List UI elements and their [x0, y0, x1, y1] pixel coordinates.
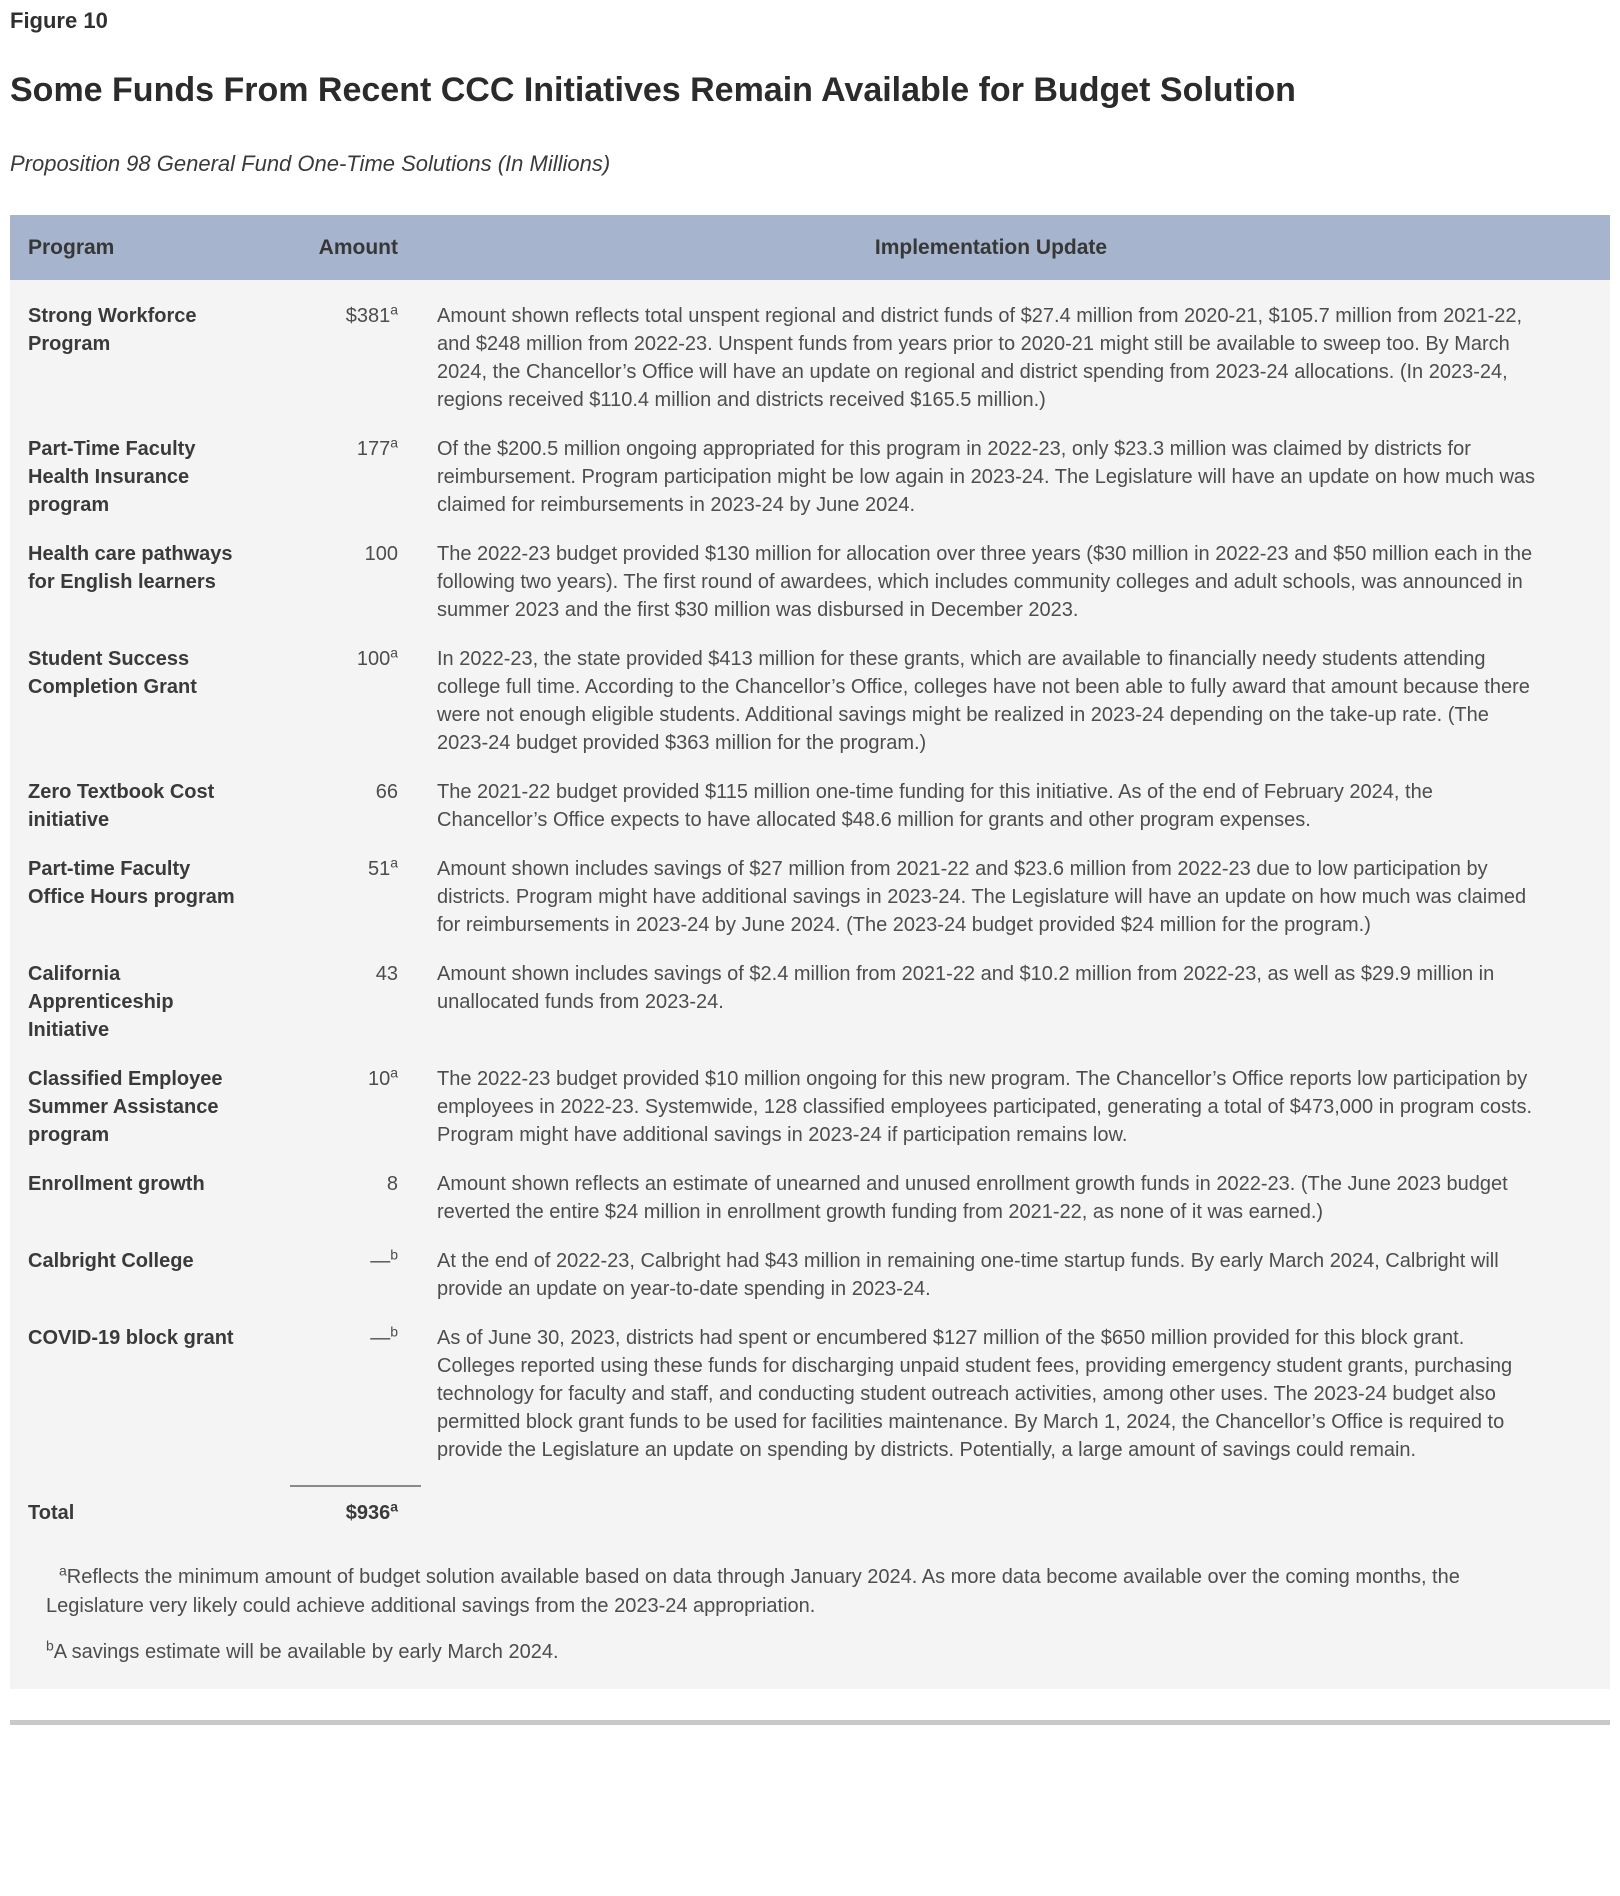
amount-cell: 100 [364, 543, 398, 565]
amount-cell: $381$^a$ [345, 301, 398, 327]
amount-cell: 66 [375, 781, 398, 803]
program-cell: Enrollment growth [28, 1173, 205, 1195]
update-cell: Amount shown includes savings of $27 million from 2021-22 and $23.6 million from 2022-23 due to low participation by districts. Program might have additional savings in 2023-24. The Legislature will have an update on how much was claimed for reimbursements in 2023-24 by June 2024. (The 2023-24 budget provided $24 million for the program.) [437, 858, 1527, 936]
figure-title: Some Funds From Recent CCC Initiatives Remain Available for Budget Solution [10, 71, 1296, 109]
program-cell: Zero Textbook Cost initiative [28, 781, 215, 831]
footnote: $^a$Reflects the minimum amount of budget solution available based on data through January 2024. As more data become available over the coming months, the Legislature very likely could achieve additional savings from the 2023-24 appropriation. [46, 1562, 1460, 1617]
update-cell: As of June 30, 2023, districts had spent or encumbered $127 million of the $650 million provided for this block grant. Colleges reported using these funds for discharging unpaid student fees, providing emergency student grants, purchasing technology for faculty and staff, and conducting student outreach activities, among other uses. The 2023-24 budget also permitted block grant funds to be used for facilities maintenance. By March 1, 2024, the Chancellor’s Office is required to provide the Legislature an update on spending by districts. Potentially, a large amount of savings could remain. [437, 1327, 1513, 1461]
amount-cell: —$^b$ [370, 1246, 398, 1272]
column-header-amount: Amount [318, 235, 398, 259]
total-amount-value: $936 [345, 1502, 391, 1524]
table-total-row [10, 1487, 1610, 1527]
amount-cell: 8 [386, 1173, 398, 1195]
update-cell: At the end of 2022-23, Calbright had $43 million in remaining one-time startup funds. By early March 2024, Calbright will provide an update on year-to-date spending in 2023-24. [437, 1250, 1499, 1300]
update-cell: The 2022-23 budget provided $130 million for allocation over three years ($30 million in 2022-23 and $50 million each in the following two years). The first round of awardees, which includes community colleges and adult schools, was announced in summer 2023 and the first $30 million was disbursed in December 2023. [437, 543, 1533, 621]
table-header-row [10, 215, 1610, 280]
update-cell: Amount shown reflects total unspent regional and district funds of $27.4 million from 2020-21, $105.7 million from 2021-22, and $248 million from 2022-23. Unspent funds from years prior to 2020-21 might still be available to sweep too. By March 2024, the Chancellor’s Office will have an update on regional and district spending from 2023-24 allocations. (In 2023-24, regions received $110.4 million and districts received $165.5 million.) [437, 305, 1523, 411]
figure-label: Figure 10 [10, 8, 108, 33]
amount-cell: 51$^a$ [367, 854, 398, 880]
footnote-marker: a [390, 301, 398, 318]
column-header-program: Program [28, 235, 115, 259]
figure-table-panel [10, 215, 1610, 1689]
footnote-marker: a [390, 644, 398, 661]
update-cell: Of the $200.5 million ongoing appropriated for this program in 2022-23, only $23.3 million was claimed by districts for reimbursement. Program participation might be low again in 2023-24. The Legislature will have an update on how much was claimed for reimbursements in 2023-24 by June 2024. [437, 438, 1536, 516]
footnote-marker: a [390, 434, 398, 451]
program-cell: Part-Time Faculty Health Insurance program [28, 438, 196, 516]
footnote-marker: a [59, 1562, 67, 1579]
figure-subtitle: Proposition 98 General Fund One-Time Solutions (In Millions) [10, 151, 611, 176]
total-amount [289, 1499, 398, 1527]
program-cell: Student Success Completion Grant [28, 648, 197, 698]
footnote-marker: b [46, 1637, 54, 1654]
footnote-marker: a [390, 854, 398, 871]
update-cell: Amount shown reflects an estimate of unearned and unused enrollment growth funds in 2022-23. (The June 2023 budget reverted the entire $24 million in enrollment growth funding from 2021-22, as none of it was earned.) [437, 1173, 1508, 1223]
total-rule [290, 1485, 421, 1487]
column-header-update: Implementation Update [874, 235, 1108, 259]
table-body [10, 280, 1610, 1464]
amount-cell: —$^b$ [370, 1323, 398, 1349]
program-cell: Health care pathways for English learners [28, 543, 233, 593]
program-cell: California Apprenticeship Initiative [28, 963, 174, 1041]
total-footnote-marker: a [390, 1498, 398, 1515]
footnote-marker: b [390, 1323, 398, 1340]
footnote-marker: a [390, 1064, 398, 1081]
amount-cell: 10$^a$ [367, 1064, 398, 1090]
program-cell: Calbright College [28, 1250, 194, 1272]
footnote: $^b$A savings estimate will be available by early March 2024. [46, 1637, 559, 1663]
program-cell: COVID-19 block grant [28, 1327, 234, 1349]
program-cell: Classified Employee Summer Assistance program [28, 1068, 223, 1146]
program-cell: Part-time Faculty Office Hours program [28, 858, 235, 908]
bottom-divider [10, 1720, 1610, 1725]
update-cell: The 2021-22 budget provided $115 million one-time funding for this initiative. As of the end of February 2024, the Chancellor’s Office expects to have allocated $48.6 million for grants and other program expenses. [437, 781, 1433, 831]
update-cell: In 2022-23, the state provided $413 million for these grants, which are available to financially needy students attending college full time. According to the Chancellor’s Office, colleges have not been able to fully award that amount because there were not enough eligible students. Additional savings might be realized in 2023-24 depending on the take-up rate. (The 2023-24 budget provided $363 million for the program.) [437, 648, 1530, 754]
total-rule-row [10, 1464, 1610, 1487]
program-cell: Strong Workforce Program [28, 305, 197, 355]
footnotes [10, 1527, 1610, 1689]
amount-cell: 177$^a$ [356, 434, 398, 460]
update-cell: The 2022-23 budget provided $10 million ongoing for this new program. The Chancellor’s Office reports low participation by employees in 2022-23. Systemwide, 128 classified employees participated, generating a total of $473,000 in program costs. Program might have additional savings in 2023-24 if participation remains low. [437, 1068, 1533, 1146]
amount-cell: 43 [375, 963, 398, 985]
update-cell: Amount shown includes savings of $2.4 million from 2021-22 and $10.2 million from 2022-23, as well as $29.9 million in unallocated funds from 2023-24. [437, 963, 1495, 1013]
amount-cell: 100$^a$ [356, 644, 398, 670]
footnote-marker: b [390, 1246, 398, 1263]
total-label: Total [28, 1502, 75, 1524]
